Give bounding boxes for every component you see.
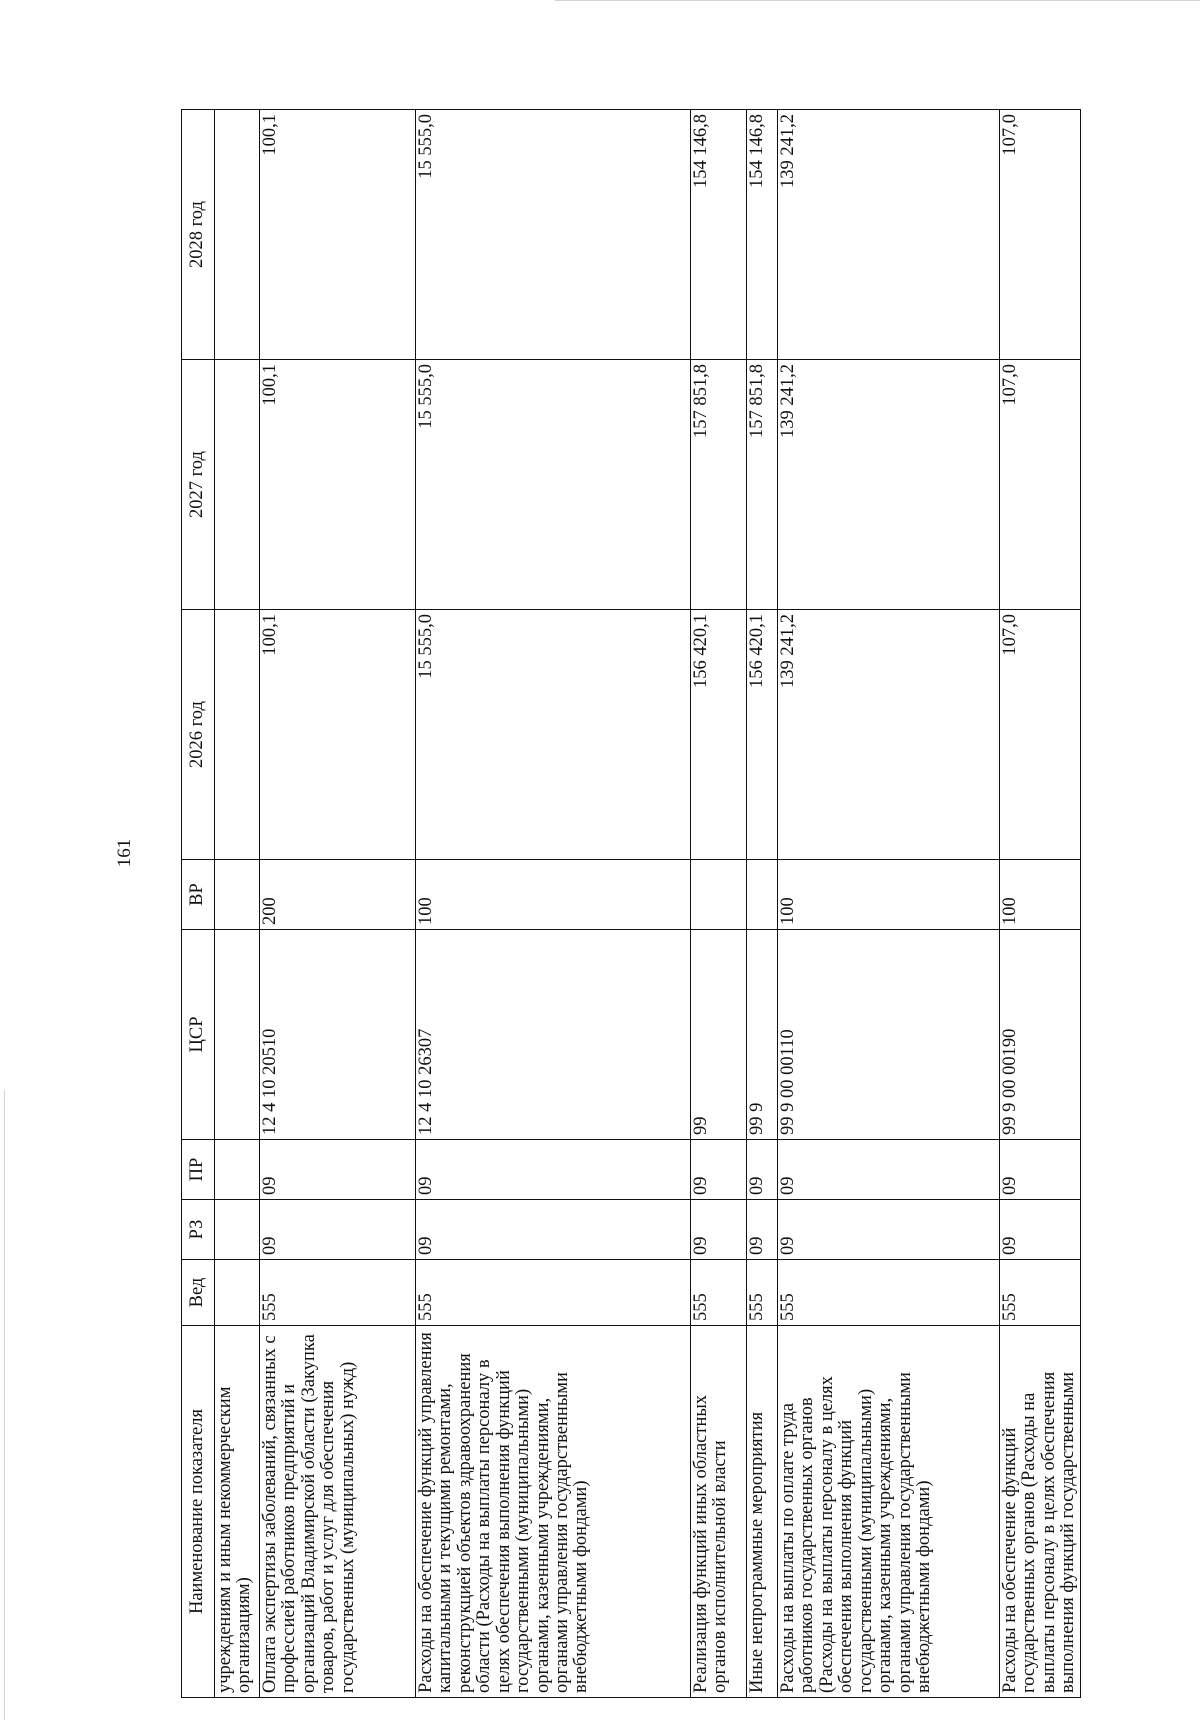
cell-2027: 157 851,8: [691, 360, 747, 610]
cell-rz: [215, 1200, 260, 1260]
table-row: [260, 110, 416, 1698]
table-row: [691, 110, 747, 1698]
cell-csr: [215, 930, 260, 1140]
cell-ved: 555: [778, 1260, 1000, 1326]
cell-ved: 555: [1000, 1260, 1081, 1326]
cell-csr: 99 9: [747, 930, 778, 1140]
cell-2028: 100,1: [260, 110, 416, 360]
cell-ved: 555: [416, 1260, 691, 1326]
page-number: 161: [114, 838, 135, 868]
header-vr: ВР: [182, 860, 215, 930]
cell-ved: [215, 1260, 260, 1326]
cell-2026: [215, 610, 260, 860]
cell-name: Расходы на обеспечение функций управления капитальными и текущими ремонтами, реконструкцией объектов здравоохранения области (Расходы на выплаты персоналу в целях обеспечения выполнения функций государственными (муниципальными) органами, казенными учреждениями, органами управления государственными внебюджетными фондами): [416, 1326, 691, 1698]
header-csr: ЦСР: [182, 930, 215, 1140]
table-row: [778, 110, 1000, 1698]
cell-2028: 107,0: [1000, 110, 1081, 360]
header-pr: ПР: [182, 1140, 215, 1200]
cell-vr: 200: [260, 860, 416, 930]
cell-csr: 99 9 00 00190: [1000, 930, 1081, 1140]
cell-2028: [215, 110, 260, 360]
scan-artifact-left: [4, 1090, 5, 1720]
cell-vr: 100: [1000, 860, 1081, 930]
cell-pr: 09: [416, 1140, 691, 1200]
cell-pr: [215, 1140, 260, 1200]
cell-pr: 09: [1000, 1140, 1081, 1200]
table-row: [416, 110, 691, 1698]
cell-2028: 154 146,8: [691, 110, 747, 360]
header-2027: 2027 год: [182, 360, 215, 610]
budget-table: [181, 109, 1081, 1698]
cell-rz: 09: [691, 1200, 747, 1260]
cell-rz: 09: [1000, 1200, 1081, 1260]
cell-2026: 15 555,0: [416, 610, 691, 860]
cell-2028: 139 241,2: [778, 110, 1000, 360]
cell-vr: [691, 860, 747, 930]
header-ved: Вед: [182, 1260, 215, 1326]
cell-2027: 139 241,2: [778, 360, 1000, 610]
header-rz: РЗ: [182, 1200, 215, 1260]
cell-2026: 107,0: [1000, 610, 1081, 860]
cell-2026: 139 241,2: [778, 610, 1000, 860]
cell-2026: 156 420,1: [691, 610, 747, 860]
cell-rz: 09: [260, 1200, 416, 1260]
table-row: [1000, 110, 1081, 1698]
header-name: Наименование показателя: [182, 1326, 215, 1698]
cell-vr: 100: [778, 860, 1000, 930]
cell-2027: 15 555,0: [416, 360, 691, 610]
cell-2027: 107,0: [1000, 360, 1081, 610]
cell-2028: 15 555,0: [416, 110, 691, 360]
header-2026: 2026 год: [182, 610, 215, 860]
cell-name: Оплата экспертизы заболеваний, связанных с профессией работников предприятий и организаций Владимирской области (Закупка товаров, работ и услуг для обеспечения государственных (муниципальных) нужд): [260, 1326, 416, 1698]
table-row: [747, 110, 778, 1698]
cell-csr: 99: [691, 930, 747, 1140]
cell-2027: [215, 360, 260, 610]
cell-vr: [215, 860, 260, 930]
cell-ved: 555: [691, 1260, 747, 1326]
cell-name: Расходы на обеспечение функций государственных органов (Расходы на выплаты персоналу в целях обеспечения выполнения функций государственными: [1000, 1326, 1081, 1698]
table-header-row: [182, 110, 215, 1698]
table-wrapper-rotated: [181, 110, 1079, 1698]
cell-rz: 09: [778, 1200, 1000, 1260]
cell-csr: 12 4 10 20510: [260, 930, 416, 1140]
cell-2026: 100,1: [260, 610, 416, 860]
cell-2026: 156 420,1: [747, 610, 778, 860]
cell-pr: 09: [691, 1140, 747, 1200]
cell-name: Расходы на выплаты по оплате труда работников государственных органов (Расходы на выплаты персоналу в целях обеспечения выполнения функций государственными (муниципальными) органами, казенными учреждениями, органами управления государственными внебюджетными фондами): [778, 1326, 1000, 1698]
cell-2028: 154 146,8: [747, 110, 778, 360]
header-2028: 2028 год: [182, 110, 215, 360]
cell-name: учреждениям и иным некоммерческим организациям): [215, 1326, 260, 1698]
cell-pr: 09: [778, 1140, 1000, 1200]
cell-ved: 555: [260, 1260, 416, 1326]
cell-2027: 157 851,8: [747, 360, 778, 610]
cell-name: Реализация функций иных областных органов исполнительной власти: [691, 1326, 747, 1698]
cell-csr: 12 4 10 26307: [416, 930, 691, 1140]
cell-ved: 555: [747, 1260, 778, 1326]
cell-vr: [747, 860, 778, 930]
table-row: [215, 110, 260, 1698]
cell-csr: 99 9 00 00110: [778, 930, 1000, 1140]
cell-pr: 09: [747, 1140, 778, 1200]
scan-artifact-top: [555, 0, 1200, 1]
cell-vr: 100: [416, 860, 691, 930]
cell-pr: 09: [260, 1140, 416, 1200]
cell-name: Иные непрограммные мероприятия: [747, 1326, 778, 1698]
cell-2027: 100,1: [260, 360, 416, 610]
cell-rz: 09: [416, 1200, 691, 1260]
cell-rz: 09: [747, 1200, 778, 1260]
